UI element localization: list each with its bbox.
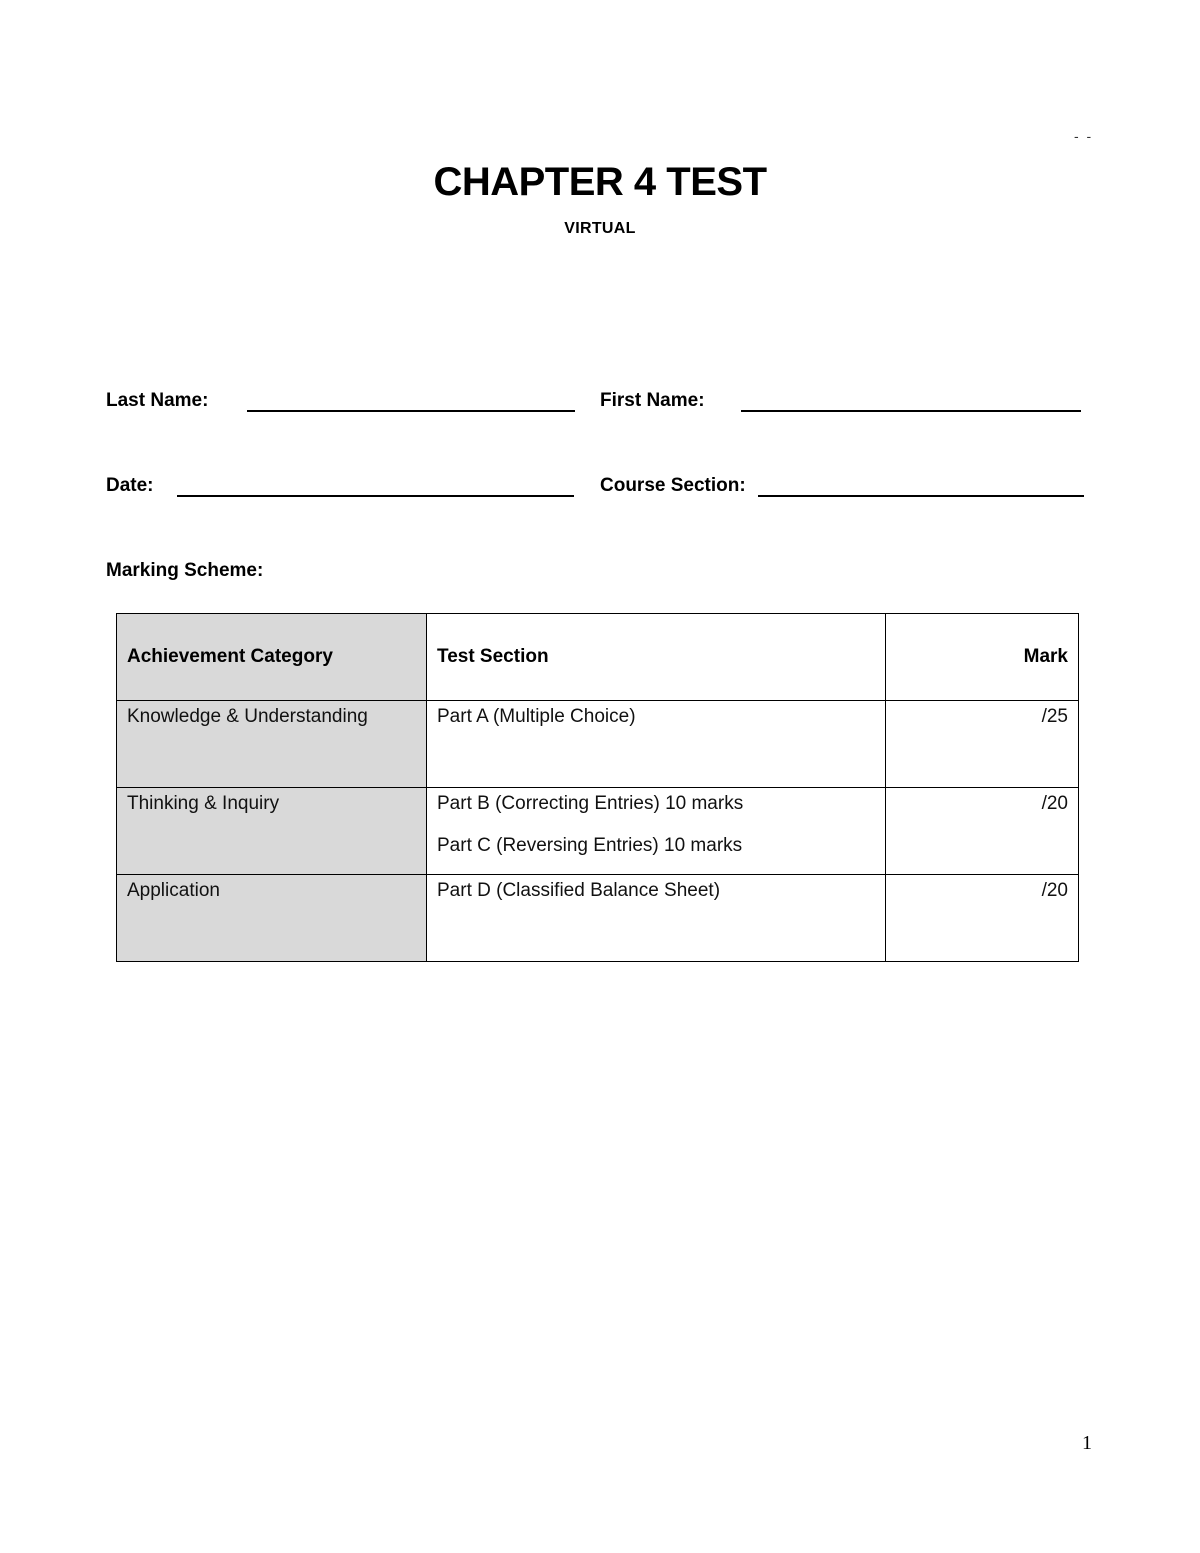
first-name-field[interactable] <box>741 410 1081 412</box>
course-section-label: Course Section: <box>600 475 746 496</box>
mark-text: /20 <box>1041 793 1068 814</box>
section-cell <box>427 875 886 962</box>
date-field[interactable] <box>177 495 574 497</box>
section-text: Part C (Reversing Entries) 10 marks <box>437 835 743 856</box>
section-cell <box>427 701 886 788</box>
category-text: Application <box>127 880 220 901</box>
header-test-section: Test Section <box>427 614 886 701</box>
mark-cell <box>886 701 1079 788</box>
header-mark: - - <box>1074 128 1094 144</box>
category-cell <box>117 701 427 788</box>
mark-cell <box>886 875 1079 962</box>
table-row <box>117 875 1079 962</box>
page-number: 1 <box>1082 1432 1092 1454</box>
table-row <box>117 788 1079 875</box>
table-row <box>117 701 1079 788</box>
course-section-field[interactable] <box>758 495 1084 497</box>
category-cell <box>117 875 427 962</box>
table-header-row <box>117 614 1079 701</box>
header-mark: Mark <box>886 614 1079 701</box>
section-text: Part B (Correcting Entries) 10 marks <box>437 793 744 814</box>
section-text: Part D (Classified Balance Sheet) <box>437 880 721 901</box>
mark-cell <box>886 788 1079 875</box>
mark-text: /20 <box>1041 880 1068 901</box>
section-cell <box>427 788 886 875</box>
first-name-label: First Name: <box>600 390 705 411</box>
marking-scheme-table <box>116 613 1079 962</box>
last-name-label: Last Name: <box>106 390 209 411</box>
header-achievement-category: Achievement Category <box>117 614 427 701</box>
last-name-field[interactable] <box>247 410 575 412</box>
section-text: Part A (Multiple Choice) <box>437 706 636 727</box>
marking-scheme-label: Marking Scheme: <box>106 560 264 581</box>
date-label: Date: <box>106 475 154 496</box>
category-text: Knowledge & Understanding <box>127 706 368 727</box>
category-cell <box>117 788 427 875</box>
page-subtitle: VIRTUAL <box>564 220 636 237</box>
mark-text: /25 <box>1041 706 1068 727</box>
category-text: Thinking & Inquiry <box>127 793 280 814</box>
page-title: CHAPTER 4 TEST <box>433 160 767 204</box>
